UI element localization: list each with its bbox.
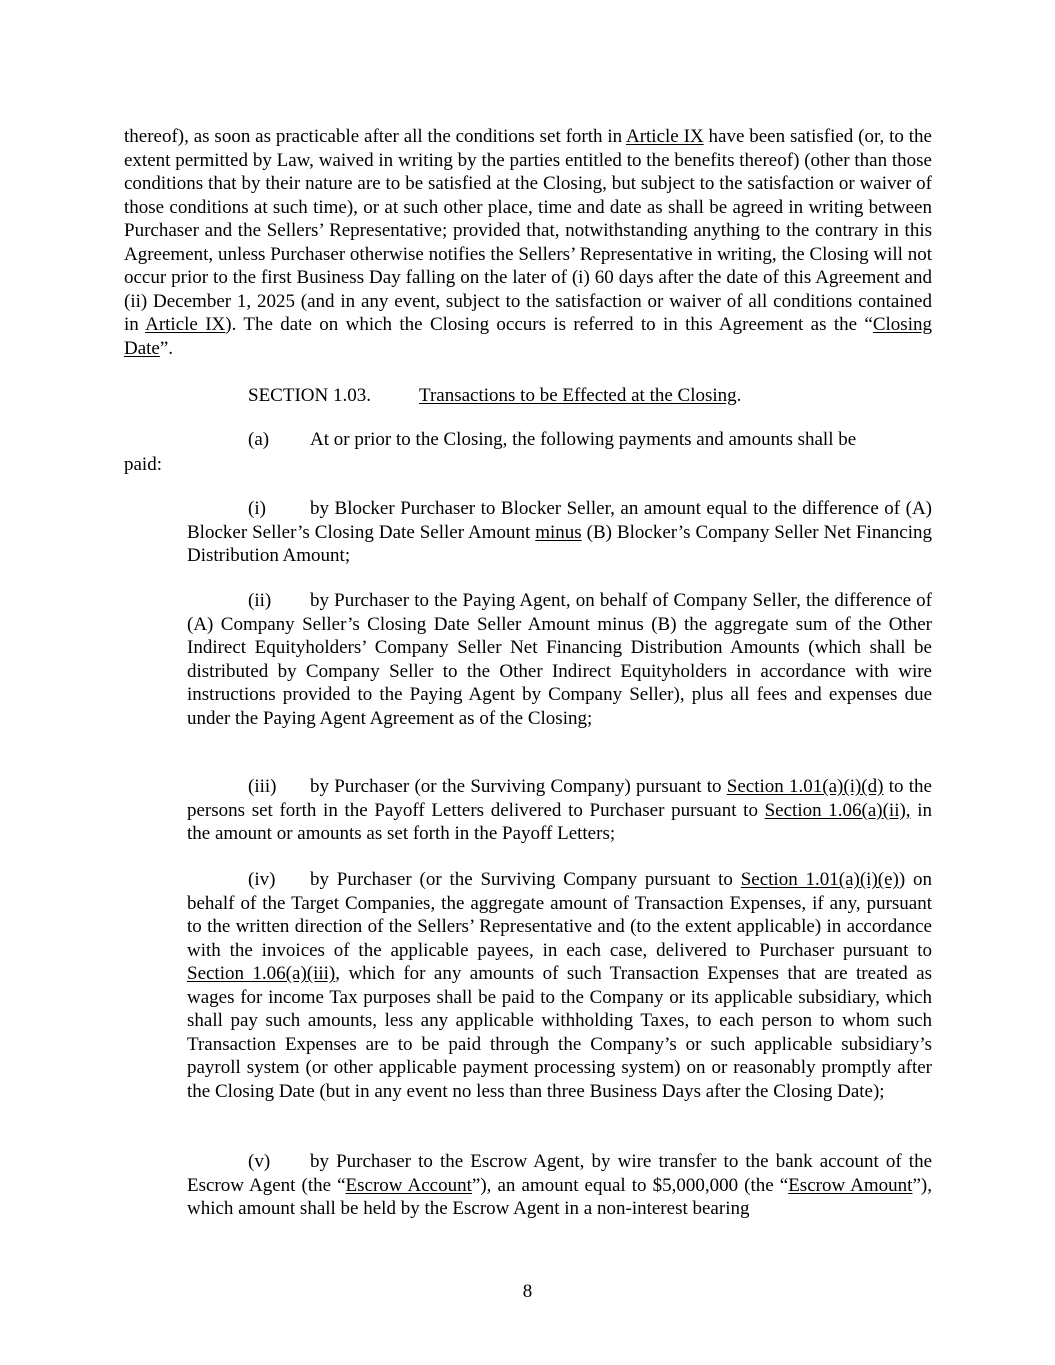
intro-text-1: thereof), as soon as practicable after all the conditions set forth in: [124, 126, 626, 147]
intro-paragraph: [124, 125, 932, 360]
section-1-01-a-i-d-reference: Section 1.01(a)(i)(d): [726, 776, 884, 797]
clause-v-text-1: by Purchaser to the Escrow Agent, by wire transfer to the bank account of the Escrow Agent (the “: [187, 1151, 932, 1196]
escrow-amount-term: Escrow Amount: [788, 1174, 913, 1196]
subsection-a: [248, 428, 932, 452]
clause-ii-marker: (ii): [248, 590, 272, 611]
page-number: 8: [522, 1281, 533, 1302]
article-ix-reference: Article IX: [625, 126, 704, 147]
subsection-a-marker: (a): [248, 429, 270, 450]
clause-iii-text-3: in the amount or amounts as set forth in the Payoff Letters;: [187, 799, 932, 844]
section-1-01-a-i-e-reference: Section 1.01(a)(i)(e): [740, 869, 899, 890]
intro-text-3: ). The date on which the Closing occurs is referred to in this Agreement as the “: [225, 314, 873, 335]
clause-i: [187, 497, 932, 568]
clause-v-text-3: ”), which amount shall be held by the Escrow Agent in a non-interest bearing: [187, 1174, 932, 1219]
escrow-account-term: Escrow Account: [345, 1174, 472, 1196]
clause-iii: [187, 775, 932, 846]
intro-text-4: ”.: [159, 337, 174, 359]
section-title: Transactions to be Effected at the Closing: [419, 385, 737, 406]
clause-iii-marker: (iii): [248, 776, 277, 797]
subsection-a-text: At or prior to the Closing, the following payments and amounts shall be: [310, 429, 857, 450]
clause-v: [187, 1150, 932, 1221]
section-1-06-a-iii-reference: Section 1.06(a)(iii): [187, 963, 336, 984]
closing-date-term: Closing Date: [124, 314, 932, 359]
clause-iv-text-1: by Purchaser (or the Surviving Company pursuant to: [310, 869, 741, 890]
clause-i-text-2: (B) Blocker’s Company Seller Net Financing Distribution Amount;: [187, 521, 932, 566]
clause-i-text-1: by Blocker Purchaser to Blocker Seller, an amount equal to the difference of (A) Blocker Seller’s Closing Date Seller Amount: [187, 498, 932, 543]
article-ix-reference-2: Article IX: [145, 314, 226, 335]
clause-ii-text: by Purchaser to the Paying Agent, on behalf of Company Seller, the difference of (A) Company Seller’s Closing Date Seller Amount minus (B) the aggregate sum of the Other Indirect Equityholders’ Company Seller Net Financing Distribution Amounts (which shall be distributed by Company Seller to the Other Indirect Equityholders in accordance with wire instructions provided to the Paying Agent by Company Seller), plus all fees and expenses due under the Paying Agent Agreement as of the Closing;: [187, 590, 932, 729]
section-title-period: .: [736, 385, 742, 406]
subsection-a-continuation: paid:: [124, 454, 162, 475]
clause-ii: [187, 589, 932, 730]
section-number: SECTION 1.03.: [248, 385, 371, 406]
clause-iv: [187, 868, 932, 1103]
intro-text-2: have been satisfied (or, to the extent permitted by Law, waived in writing by the parties entitled to the benefits thereof) (other than those conditions that by their nature are to be satisfied at the Closing, but subject to the satisfaction or waiver of those conditions at such time), or at such other place, time and date as shall be agreed in writing between Purchaser and the Sellers’ Representative; provided that, notwithstanding anything to the contrary in this Agreement, unless Purchaser otherwise notifies the Sellers’ Representative in writing, the Closing will not occur prior to the first Business Day falling on the later of (i) 60 days after the date of this Agreement and (ii) December 1, 2025 (and in any event, subject to the satisfaction or waiver of all conditions contained in: [124, 126, 932, 335]
clause-iv-text-2: ) on behalf of the Target Companies, the aggregate amount of Transaction Expenses, if any, pursuant to the written direction of the Sellers’ Representative and (to the extent applicable) in accordance with the invoices of the applicable payees, in each case, delivered to Purchaser pursuant to: [187, 869, 932, 961]
clause-iv-text-3: , which for any amounts of such Transaction Expenses that are treated as wages for income Tax purposes shall be paid to the Company or its applicable subsidiary, which shall pay such amounts, less any applicable withholding Taxes, to each person to whom such Transaction Expenses are to be paid through the Company’s or such applicable subsidiary’s payroll system (or other applicable payment processing system) on or reasonably promptly after the Closing Date (but in any event no less than three Business Days after the Closing Date);: [187, 963, 932, 1102]
clause-i-marker: (i): [248, 498, 266, 519]
clause-iii-text-2: to the persons set forth in the Payoff Letters delivered to Purchaser pursuant to: [187, 776, 932, 821]
minus-term: minus: [535, 521, 582, 543]
clause-iv-marker: (iv): [248, 869, 276, 890]
clause-iii-text-1: by Purchaser (or the Surviving Company) pursuant to: [310, 776, 727, 797]
section-1-06-a-ii-reference: Section 1.06(a)(ii),: [764, 799, 911, 821]
clause-v-text-2: ”), an amount equal to $5,000,000 (the “: [471, 1174, 789, 1196]
section-heading: [248, 384, 741, 408]
clause-v-marker: (v): [248, 1151, 271, 1172]
